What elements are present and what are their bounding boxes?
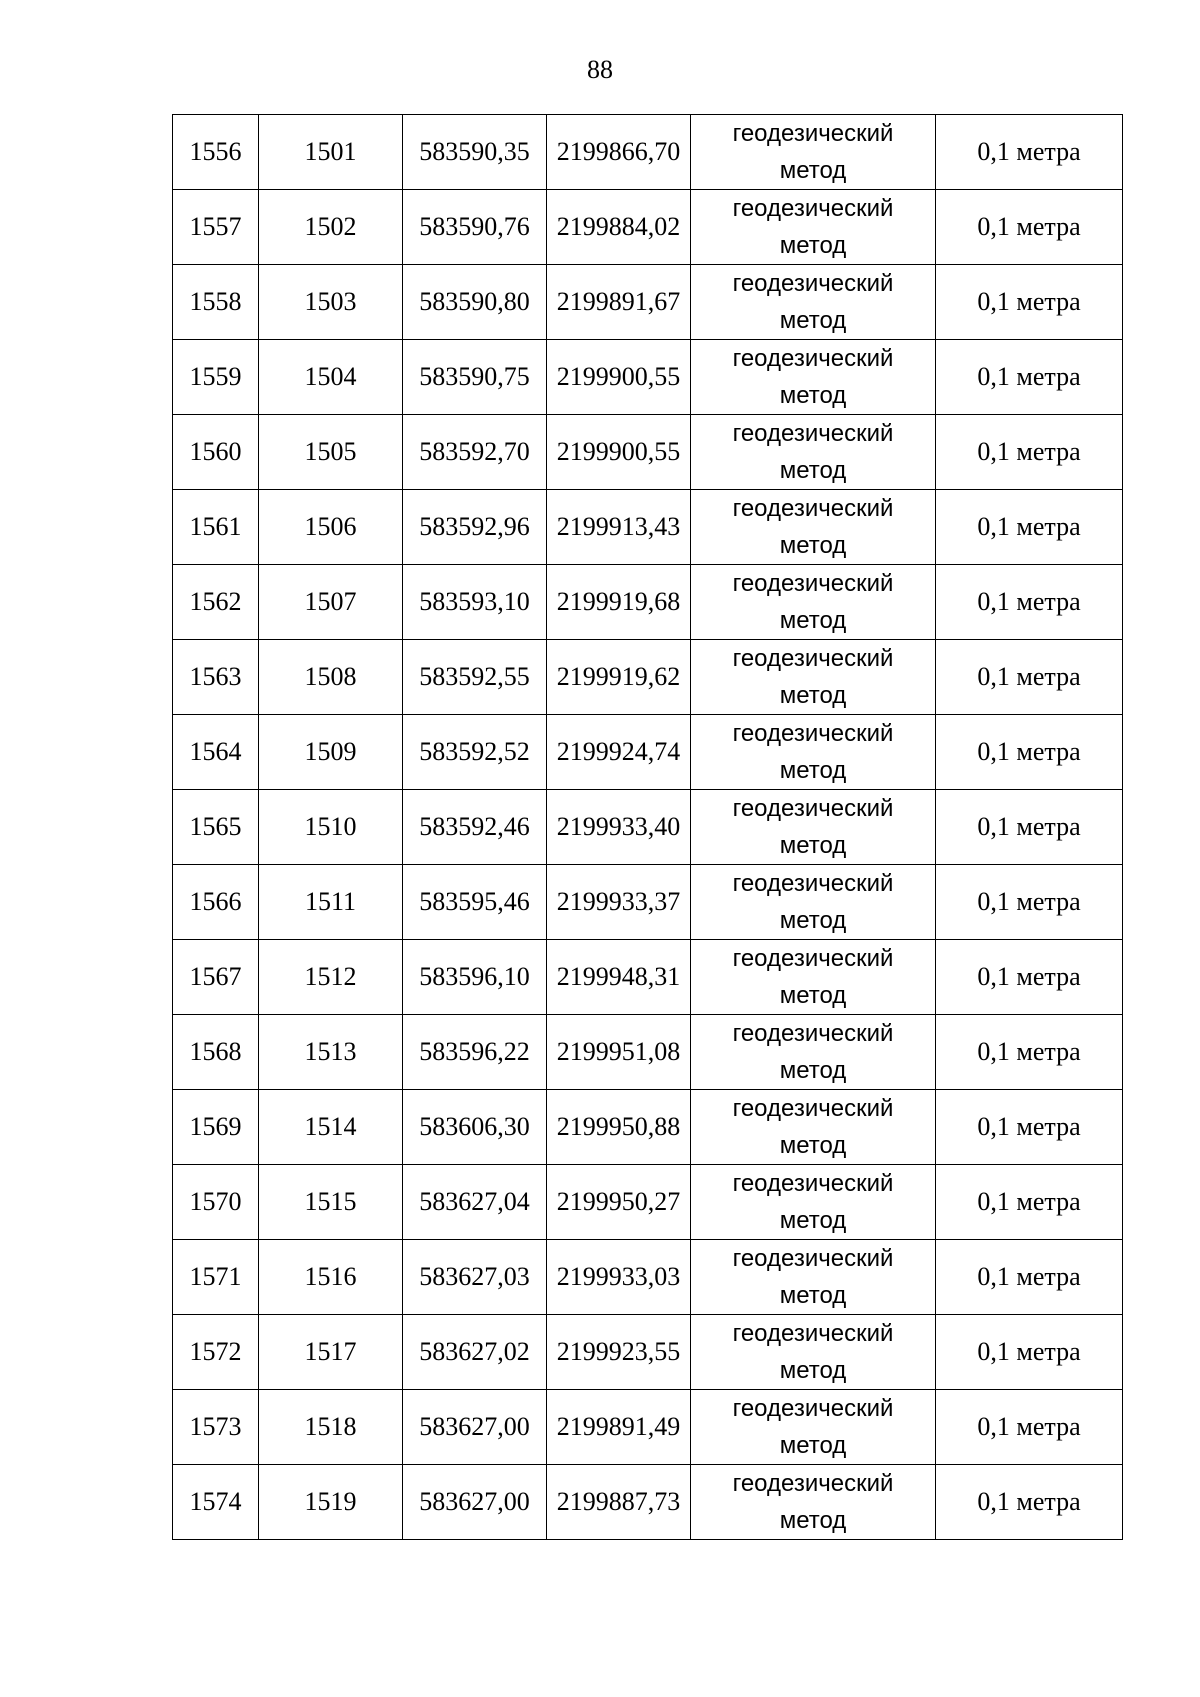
cell-method	[691, 490, 936, 565]
table-row	[173, 1165, 1123, 1240]
table-row	[173, 1015, 1123, 1090]
method-line-1: геодезический	[732, 570, 894, 597]
method-line-2: метод	[779, 757, 847, 784]
cell-method	[691, 640, 936, 715]
cell-accuracy: 0,1 метра	[936, 1315, 1123, 1390]
cell-y: 2199900,55	[547, 415, 691, 490]
cell-point: 1518	[259, 1390, 403, 1465]
cell-x: 583593,10	[403, 565, 547, 640]
cell-x: 583627,02	[403, 1315, 547, 1390]
method-line-2: метод	[779, 307, 847, 334]
cell-number: 1567	[173, 940, 259, 1015]
cell-number: 1563	[173, 640, 259, 715]
cell-accuracy: 0,1 метра	[936, 940, 1123, 1015]
cell-method	[691, 1090, 936, 1165]
cell-method	[691, 940, 936, 1015]
method-line-1: геодезический	[732, 870, 894, 897]
cell-accuracy: 0,1 метра	[936, 640, 1123, 715]
cell-point: 1506	[259, 490, 403, 565]
method-line-1: геодезический	[732, 1320, 894, 1347]
cell-x: 583592,52	[403, 715, 547, 790]
cell-number: 1572	[173, 1315, 259, 1390]
cell-accuracy: 0,1 метра	[936, 1465, 1123, 1540]
cell-x: 583590,35	[403, 115, 547, 190]
method-line-1: геодезический	[732, 1170, 894, 1197]
cell-accuracy: 0,1 метра	[936, 715, 1123, 790]
cell-y: 2199924,74	[547, 715, 691, 790]
cell-x: 583596,22	[403, 1015, 547, 1090]
cell-number: 1565	[173, 790, 259, 865]
cell-x: 583627,00	[403, 1465, 547, 1540]
cell-number: 1557	[173, 190, 259, 265]
table-row	[173, 565, 1123, 640]
table-row	[173, 715, 1123, 790]
cell-number: 1556	[173, 115, 259, 190]
cell-point: 1516	[259, 1240, 403, 1315]
method-line-1: геодезический	[732, 1395, 894, 1422]
cell-y: 2199951,08	[547, 1015, 691, 1090]
cell-y: 2199919,68	[547, 565, 691, 640]
cell-point: 1512	[259, 940, 403, 1015]
cell-x: 583592,96	[403, 490, 547, 565]
cell-number: 1569	[173, 1090, 259, 1165]
table-row	[173, 640, 1123, 715]
cell-accuracy: 0,1 метра	[936, 490, 1123, 565]
method-line-2: метод	[779, 1207, 847, 1234]
cell-accuracy: 0,1 метра	[936, 565, 1123, 640]
cell-x: 583595,46	[403, 865, 547, 940]
cell-y: 2199891,49	[547, 1390, 691, 1465]
cell-method	[691, 1390, 936, 1465]
cell-point: 1511	[259, 865, 403, 940]
cell-accuracy: 0,1 метра	[936, 340, 1123, 415]
cell-number: 1570	[173, 1165, 259, 1240]
cell-point: 1508	[259, 640, 403, 715]
cell-method	[691, 415, 936, 490]
cell-number: 1568	[173, 1015, 259, 1090]
table-row	[173, 1315, 1123, 1390]
table-row	[173, 1465, 1123, 1540]
table-row	[173, 490, 1123, 565]
cell-y: 2199884,02	[547, 190, 691, 265]
table-row	[173, 1090, 1123, 1165]
cell-point: 1514	[259, 1090, 403, 1165]
table-row	[173, 265, 1123, 340]
cell-accuracy: 0,1 метра	[936, 865, 1123, 940]
cell-y: 2199933,40	[547, 790, 691, 865]
cell-accuracy: 0,1 метра	[936, 1015, 1123, 1090]
method-line-1: геодезический	[732, 270, 894, 297]
method-line-1: геодезический	[732, 795, 894, 822]
cell-x: 583606,30	[403, 1090, 547, 1165]
method-line-1: геодезический	[732, 1095, 894, 1122]
method-line-1: геодезический	[732, 1020, 894, 1047]
cell-y: 2199923,55	[547, 1315, 691, 1390]
method-line-2: метод	[779, 682, 847, 709]
method-line-2: метод	[779, 907, 847, 934]
cell-y: 2199950,27	[547, 1165, 691, 1240]
cell-y: 2199891,67	[547, 265, 691, 340]
method-line-1: геодезический	[732, 420, 894, 447]
cell-method	[691, 790, 936, 865]
method-line-2: метод	[779, 1432, 847, 1459]
cell-point: 1507	[259, 565, 403, 640]
method-line-2: метод	[779, 1132, 847, 1159]
table-row	[173, 940, 1123, 1015]
cell-y: 2199948,31	[547, 940, 691, 1015]
cell-accuracy: 0,1 метра	[936, 1240, 1123, 1315]
cell-method	[691, 1465, 936, 1540]
coordinates-table	[172, 114, 1123, 1540]
cell-number: 1561	[173, 490, 259, 565]
cell-method	[691, 265, 936, 340]
method-line-2: метод	[779, 1057, 847, 1084]
cell-x: 583627,04	[403, 1165, 547, 1240]
method-line-2: метод	[779, 832, 847, 859]
cell-point: 1513	[259, 1015, 403, 1090]
cell-number: 1560	[173, 415, 259, 490]
table-row	[173, 190, 1123, 265]
cell-method	[691, 1240, 936, 1315]
cell-x: 583627,03	[403, 1240, 547, 1315]
cell-point: 1504	[259, 340, 403, 415]
cell-accuracy: 0,1 метра	[936, 1090, 1123, 1165]
cell-x: 583590,75	[403, 340, 547, 415]
cell-x: 583627,00	[403, 1390, 547, 1465]
method-line-2: метод	[779, 457, 847, 484]
cell-number: 1558	[173, 265, 259, 340]
coordinates-table-body	[173, 115, 1123, 1540]
method-line-1: геодезический	[732, 345, 894, 372]
cell-method	[691, 340, 936, 415]
cell-accuracy: 0,1 метра	[936, 790, 1123, 865]
table-row	[173, 340, 1123, 415]
cell-x: 583592,70	[403, 415, 547, 490]
cell-x: 583592,46	[403, 790, 547, 865]
cell-number: 1562	[173, 565, 259, 640]
cell-point: 1515	[259, 1165, 403, 1240]
cell-method	[691, 865, 936, 940]
method-line-2: метод	[779, 232, 847, 259]
method-line-1: геодезический	[732, 720, 894, 747]
cell-y: 2199900,55	[547, 340, 691, 415]
cell-y: 2199950,88	[547, 1090, 691, 1165]
method-line-2: метод	[779, 607, 847, 634]
cell-method	[691, 115, 936, 190]
cell-y: 2199913,43	[547, 490, 691, 565]
method-line-1: геодезический	[732, 945, 894, 972]
method-line-2: метод	[779, 982, 847, 1009]
cell-y: 2199919,62	[547, 640, 691, 715]
method-line-2: метод	[779, 1282, 847, 1309]
cell-x: 583596,10	[403, 940, 547, 1015]
cell-method	[691, 715, 936, 790]
method-line-2: метод	[779, 532, 847, 559]
cell-method	[691, 1015, 936, 1090]
method-line-1: геодезический	[732, 1470, 894, 1497]
cell-number: 1566	[173, 865, 259, 940]
table-row	[173, 1390, 1123, 1465]
cell-x: 583590,76	[403, 190, 547, 265]
cell-method	[691, 190, 936, 265]
cell-y: 2199933,37	[547, 865, 691, 940]
cell-point: 1503	[259, 265, 403, 340]
cell-accuracy: 0,1 метра	[936, 115, 1123, 190]
cell-accuracy: 0,1 метра	[936, 265, 1123, 340]
cell-method	[691, 1315, 936, 1390]
cell-point: 1505	[259, 415, 403, 490]
method-line-2: метод	[779, 382, 847, 409]
cell-number: 1564	[173, 715, 259, 790]
cell-y: 2199866,70	[547, 115, 691, 190]
table-row	[173, 415, 1123, 490]
cell-accuracy: 0,1 метра	[936, 1165, 1123, 1240]
cell-point: 1519	[259, 1465, 403, 1540]
table-row	[173, 790, 1123, 865]
method-line-2: метод	[779, 1357, 847, 1384]
cell-x: 583592,55	[403, 640, 547, 715]
cell-accuracy: 0,1 метра	[936, 1390, 1123, 1465]
cell-number: 1559	[173, 340, 259, 415]
cell-method	[691, 1165, 936, 1240]
cell-y: 2199887,73	[547, 1465, 691, 1540]
cell-number: 1573	[173, 1390, 259, 1465]
table-row	[173, 115, 1123, 190]
table-row	[173, 865, 1123, 940]
method-line-1: геодезический	[732, 495, 894, 522]
cell-point: 1501	[259, 115, 403, 190]
cell-accuracy: 0,1 метра	[936, 190, 1123, 265]
method-line-1: геодезический	[732, 195, 894, 222]
cell-accuracy: 0,1 метра	[936, 415, 1123, 490]
cell-method	[691, 565, 936, 640]
method-line-1: геодезический	[732, 1245, 894, 1272]
cell-point: 1509	[259, 715, 403, 790]
table-row	[173, 1240, 1123, 1315]
method-line-2: метод	[779, 1507, 847, 1534]
method-line-2: метод	[779, 157, 847, 184]
method-line-1: геодезический	[732, 645, 894, 672]
cell-y: 2199933,03	[547, 1240, 691, 1315]
cell-point: 1517	[259, 1315, 403, 1390]
cell-point: 1502	[259, 190, 403, 265]
method-line-1: геодезический	[732, 120, 894, 147]
cell-number: 1574	[173, 1465, 259, 1540]
cell-x: 583590,80	[403, 265, 547, 340]
cell-point: 1510	[259, 790, 403, 865]
page-number: 88	[587, 55, 613, 84]
cell-number: 1571	[173, 1240, 259, 1315]
